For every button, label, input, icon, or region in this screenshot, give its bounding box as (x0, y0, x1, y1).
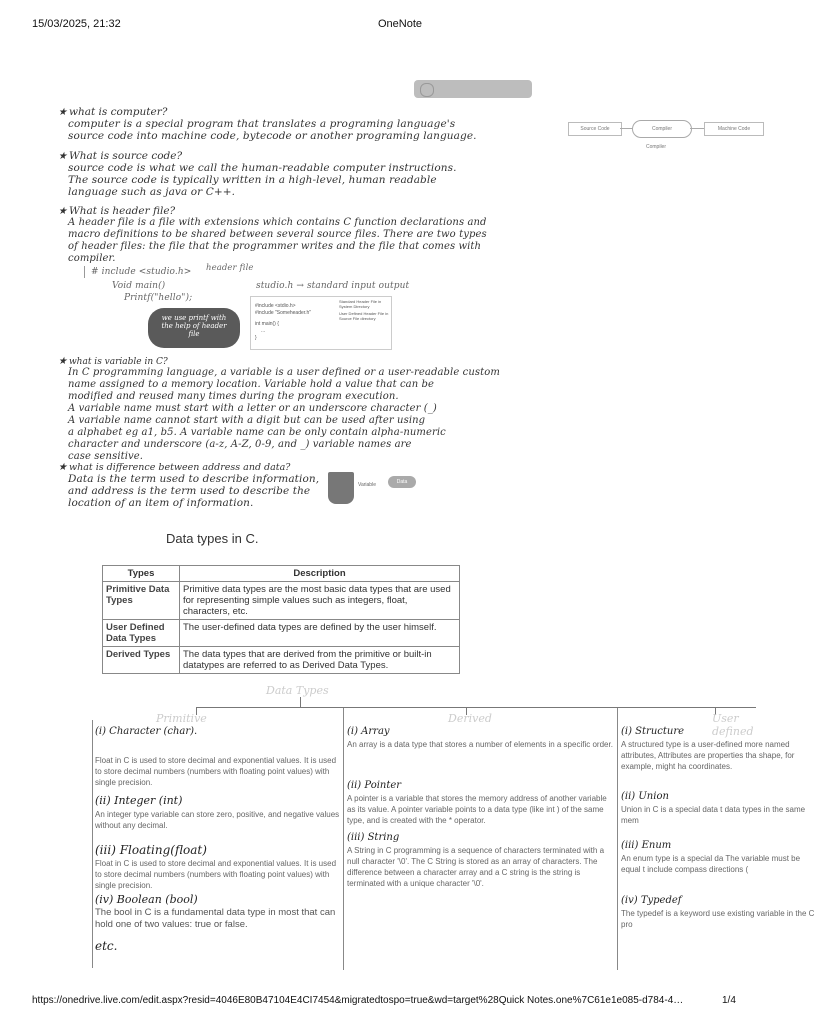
tree-line (196, 707, 756, 708)
arrow (690, 128, 704, 129)
branch-label: Derived (448, 712, 492, 725)
table-row (103, 620, 460, 647)
bucket-image (328, 472, 354, 504)
data-types-table (102, 565, 460, 674)
note-answer: Data is the term used to describe information, and address is the term used to describe the location of an item of information. (68, 473, 320, 509)
etc-label: etc. (95, 939, 118, 953)
header-code-snippet (250, 296, 392, 350)
stdio-label: studio.h → standard input output (256, 281, 410, 291)
annotation: Standard Header File in System Directory (339, 299, 382, 309)
primitive-text: An integer type variable can store zero, positive, and negative values without any decimal. (95, 810, 340, 830)
derived-text: A String in C programming is a sequence of characters terminated with a null character '\0'. The C String is stored as an array of characters. The difference between a character array and a C string is the string is terminated with a unique character '\0'. (347, 846, 605, 888)
note-answer: In C programming language, a variable is a user defined or a user-readable custom name assigned to a memory location. Variable hold a value that can be modified and reused many times during the program execution. A variable name must start with a letter or an underscore character (_) A variable name cannot start with a digit but can be used after using a alphabet eg a1, b5. A variable name can be only contain alpha-numeric character and underscore (a-z, A-Z, 0-9, and _) variable names are case sensitive. (68, 367, 500, 462)
user-title: (iii) Enum (621, 840, 672, 851)
primitive-title: (ii) Integer (int) (95, 794, 183, 807)
compiler-caption: Compiler (646, 144, 667, 150)
printf-line: Printf("hello"); (124, 293, 193, 303)
table-cell: Derived Types (103, 647, 180, 674)
code-line: #include <stdio.h> (255, 303, 296, 309)
compiler-ellipse: Compiler (632, 120, 692, 138)
header-file-label: header file (206, 263, 254, 273)
include-line: # include <studio.h> (84, 266, 191, 278)
note-question: ★ What is source code? (58, 150, 183, 162)
note-answer: computer is a special program that translates a programing language's source code into machine code, bytecode or another programing language. (68, 118, 477, 142)
primitive-text: Float in C is used to store decimal and exponential values. It is used to store decimal numbers (numbers with floating point values) with single precision. (95, 859, 337, 890)
derived-column (347, 726, 613, 889)
table-row (103, 647, 460, 674)
user-text: The typedef is a keyword use existing variable in the C pro (621, 909, 815, 929)
primitive-title: (iv) Boolean (bool) (95, 893, 198, 906)
derived-title: (iii) String (347, 832, 400, 843)
variable-illustration (322, 456, 426, 506)
user-text: A structured type is a user-defined more named attributes, Attributes are properties tha shape, for example, might ha coordinates. (621, 740, 795, 771)
page-number: 1/4 (722, 995, 736, 1006)
note-variable (58, 356, 558, 463)
tree-root-label: Data Types (266, 684, 329, 697)
user-text: An enum type is a special da The variable must be equal t include compass directions ( (621, 854, 801, 874)
column-border (343, 708, 344, 970)
annotation: User Defined Header File in Source File directory (339, 311, 389, 321)
variable-label: Variable (358, 482, 376, 488)
arrow (620, 128, 632, 129)
data-types-title: Data types in C. (166, 531, 259, 546)
circle-icon (420, 83, 434, 97)
column-border (617, 708, 618, 970)
branch-label: User defined (712, 712, 754, 738)
user-text: Union in C is a special data t data types in the same mem (621, 805, 806, 825)
table-header: Types (103, 566, 180, 582)
primitive-title: (i) Character (char). (95, 726, 198, 737)
table-cell: The data types that are derived from the primitive or built-in datatypes are referred to as Derived Data Types. (180, 647, 460, 674)
note-computer (58, 106, 558, 142)
user-title: (iv) Typedef (621, 895, 682, 906)
note-question: ★ what is computer? (58, 106, 168, 118)
derived-text: A pointer is a variable that stores the memory address of another variable as its value. A pointer variable points to a data type (like int ) of the same type, and is created with the * operator. (347, 794, 607, 825)
note-question: ★ What is header file? (58, 205, 176, 217)
machine-code-box: Machine Code (704, 122, 764, 136)
note-question: ★ what is variable in C? (58, 356, 168, 367)
note-source-code (58, 150, 558, 198)
print-datetime: 15/03/2025, 21:32 (32, 18, 121, 30)
note-address-data (58, 462, 328, 509)
primitive-text: Float in C is used to store decimal and exponential values. It is used to store decimal numbers (numbers with floating point values) with single precision. (95, 756, 337, 787)
page-title: OneNote (377, 18, 423, 30)
code-line: #include "Someheader.h" (255, 310, 312, 316)
primitive-title: (iii) Floating(float) (95, 843, 207, 857)
user-title: (ii) Union (621, 791, 669, 802)
table-cell: Primitive data types are the most basic data types that are used for representing simple values such as integers, float, characters, etc. (180, 582, 460, 620)
column-border (92, 720, 93, 968)
table-cell: User Defined Data Types (103, 620, 180, 647)
user-defined-column (621, 726, 815, 966)
source-code-box: Source Code (568, 122, 622, 136)
table-cell: The user-defined data types are defined by the user himself. (180, 620, 460, 647)
code-line: int main() { (255, 321, 279, 327)
compiler-diagram (568, 118, 764, 158)
table-cell: Primitive Data Types (103, 582, 180, 620)
table-header: Description (180, 566, 460, 582)
page-url: https://onedrive.live.com/edit.aspx?resid=4046E80B47104E4CI7454&migratedtospo=true&wd=target%28Quick Notes.one%7C61e1e085-d784-4… (32, 995, 684, 1006)
thought-bubble: we use printf with the help of header file (148, 308, 240, 348)
note-title-redacted (414, 80, 532, 98)
note-header-file (58, 205, 558, 265)
tree-line (300, 697, 301, 707)
derived-text: An array is a data type that stores a number of elements in a specific order. (347, 740, 613, 749)
note-answer: A header file is a file with extensions which contains C function declarations and macro definitions to be shared between several source files. There are two types of header files: the file that the programmer writes and the file that comes with compiler. (68, 217, 487, 264)
derived-title: (ii) Pointer (347, 780, 402, 791)
code-line: } (255, 335, 257, 341)
user-title: (i) Structure (621, 726, 685, 737)
branch-label: Primitive (156, 712, 207, 725)
main-line: Void main() (112, 281, 166, 291)
table-row (103, 582, 460, 620)
code-line: ... (261, 328, 266, 334)
derived-title: (i) Array (347, 726, 390, 737)
data-label: Data (388, 476, 416, 488)
note-question: ★ what is difference between address and data? (58, 462, 291, 473)
primitive-text: The bool in C is a fundamental data type in most that can hold one of two values: true or false. (95, 907, 336, 930)
note-answer: source code is what we call the human-readable computer instructions. The source code is typically written in a high-level, human readable language such as java or C++. (68, 162, 457, 198)
primitive-column (95, 726, 341, 953)
